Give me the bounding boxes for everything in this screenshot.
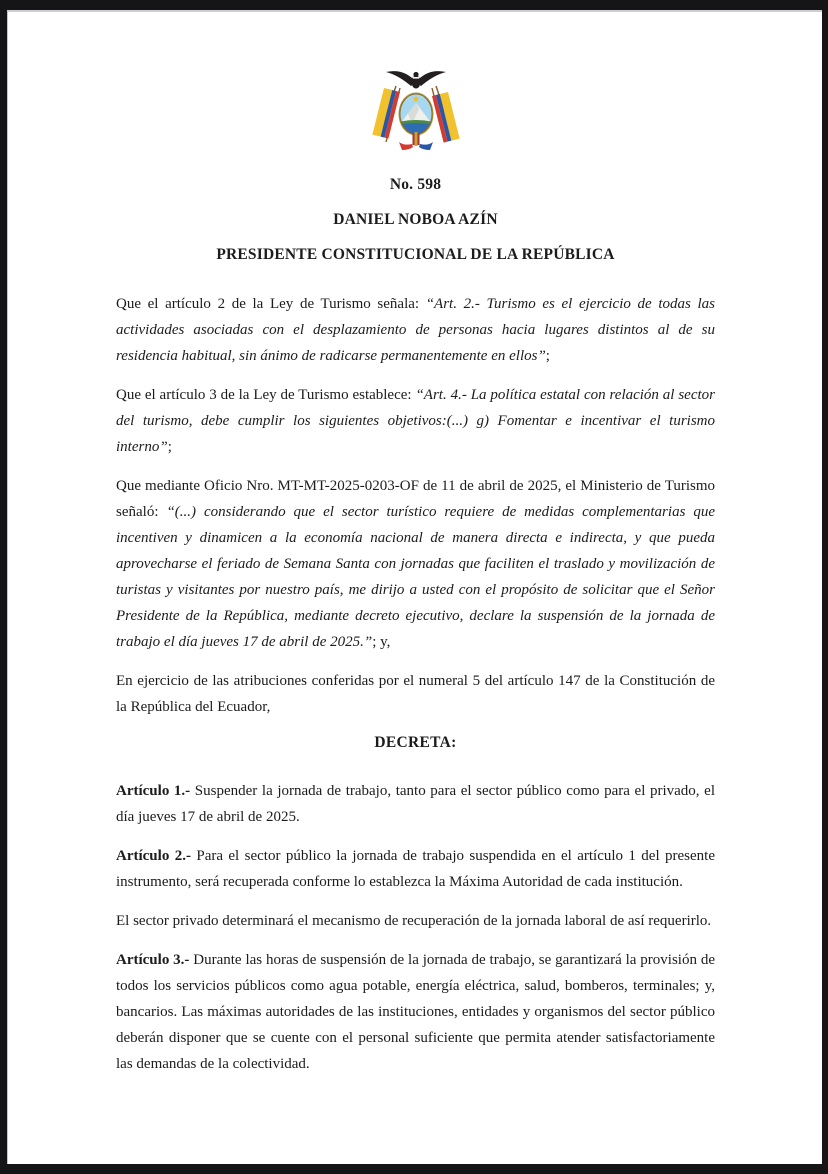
- paragraph: [116, 947, 715, 1077]
- text-run: ;: [545, 348, 550, 364]
- bold-run: Artículo 2.-: [116, 848, 197, 864]
- text-run: Que el artículo 3 de la Ley de Turismo establece:: [116, 387, 416, 403]
- sun-icon: [413, 97, 418, 102]
- text-run: ; y,: [372, 634, 391, 650]
- italic-run: “(...) considerando que el sector turístico requiere de medidas complementarias que incentiven y dinamicen a la economía nacional de manera directa e indirecta, y que pueda aprovecharse el feriado de Semana Santa con jornadas que faciliten el traslado y movilización de turistas y visitantes por nuestro país, me dirijo a usted con el propósito de solicitar que el Señor Presidente de la República, mediante decreto ejecutivo, declare la suspensión de la jornada de trabajo el día jueves 17 de abril de 2025.”: [116, 504, 715, 650]
- paragraph: [116, 473, 715, 655]
- text-run: Suspender la jornada de trabajo, tanto para el sector público como para el privado, el día jueves 17 de abril de 2025.: [116, 783, 715, 825]
- paragraph: [116, 291, 715, 369]
- paragraph: [116, 668, 715, 720]
- text-run: Que mediante Oficio Nro. MT-MT-2025-0203-OF de 11 de abril de 2025, el Ministerio de Turismo señaló:: [116, 478, 715, 520]
- document-content: [8, 12, 822, 1077]
- text-run: Que el artículo 2 de la Ley de Turismo señala:: [116, 296, 426, 312]
- italic-run: “Art. 4.- La política estatal con relación al sector del turismo, debe cumplir los siguientes objetivos:(...) g) Fomentar e incentivar el turismo interno”: [116, 387, 715, 455]
- text-run: En ejercicio de las atribuciones conferidas por el numeral 5 del artículo 147 de la Constitución de la República del Ecuador,: [116, 673, 715, 715]
- articles-section: [116, 778, 715, 1077]
- flag-right: [431, 92, 459, 143]
- document-page: [7, 10, 822, 1164]
- paragraph: [116, 382, 715, 460]
- italic-run: “Art. 2.- Turismo es el ejercicio de todas las actividades asociadas con el desplazamiento de personas hacia lugares distintos al de su residencia habitual, sin ánimo de radicarse permanentemente en ellos”: [116, 296, 715, 364]
- oval-landscape: [398, 92, 434, 136]
- president-name: DANIEL NOBOA AZÍN: [333, 211, 498, 228]
- bold-run: Artículo 3.-: [116, 952, 194, 968]
- text-run: Para el sector público la jornada de trabajo suspendida en el artículo 1 del presente instrumento, será recuperada conforme lo establezca la Máxima Autoridad de cada institución.: [116, 848, 715, 890]
- paragraph: [116, 908, 715, 934]
- decree-number: No. 598: [389, 176, 442, 193]
- text-run: Durante las horas de suspensión de la jornada de trabajo, se garantizará la provisión de todos los servicios públicos como agua potable, energía eléctrica, salud, bomberos, terminales; y, bancarios. Las máximas autoridades de las instituciones, entidades y organismos del sector público deberán disponer que se cuente con el personal suficiente que permita atender satisfactoriamente las demandas de la colectividad.: [116, 952, 715, 1072]
- paragraph: [116, 843, 715, 895]
- flag-left: [372, 88, 400, 139]
- text-run: El sector privado determinará el mecanismo de recuperación de la jornada laboral de así requerirlo.: [116, 913, 712, 929]
- bold-run: Artículo 1.-: [116, 783, 195, 799]
- fasces-icon: [399, 132, 433, 150]
- decreta-heading: DECRETA:: [374, 734, 457, 751]
- ecuador-coat-of-arms-icon: [366, 66, 466, 154]
- text-run: ;: [167, 439, 172, 455]
- condor-icon: [386, 71, 446, 88]
- paragraph: [116, 778, 715, 830]
- considerandos-section: [116, 291, 715, 720]
- coat-of-arms-container: [116, 66, 715, 163]
- president-title: PRESIDENTE CONSTITUCIONAL DE LA REPÚBLICA: [216, 246, 615, 263]
